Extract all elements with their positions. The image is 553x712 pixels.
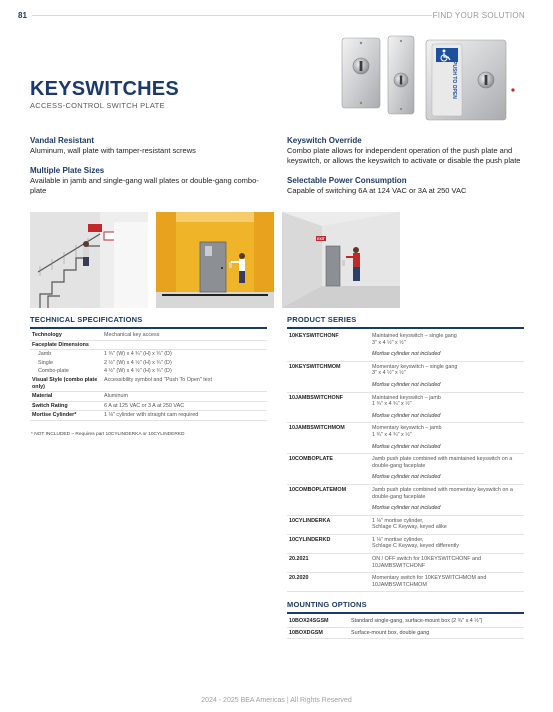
mounting-options-title: MOUNTING OPTIONS bbox=[287, 600, 367, 609]
spec-value: 2 ½" (W) x 4 ½" (H) x ¾" (D) bbox=[104, 359, 172, 366]
series-description bbox=[370, 573, 524, 592]
tech-specs-title: TECHNICAL SPECIFICATIONS bbox=[30, 315, 143, 324]
spec-label: Switch Rating bbox=[30, 401, 102, 411]
series-description-text: Jamb push plate combined with maintained keyswitch on a double-gang faceplate bbox=[372, 456, 513, 469]
series-description-text: 1 ⅛" mortise cylinder, bbox=[372, 536, 424, 543]
mounting-part-number: 10BOX24SGSM bbox=[287, 616, 349, 627]
spec-label: Mortise Cylinder* bbox=[30, 411, 102, 421]
exit-door-illustration bbox=[282, 212, 400, 308]
series-note: Mortise cylinder not included bbox=[372, 351, 441, 358]
corridor-door-illustration bbox=[156, 212, 274, 308]
feature-heading: Keyswitch Override bbox=[287, 136, 362, 145]
series-description bbox=[370, 392, 524, 423]
series-description-text: Momentary switch for 10KEYSWITCHMOM and 10JAMBSWITCHMOM bbox=[372, 575, 487, 588]
series-part-number: 10CYLINDERKD bbox=[287, 534, 370, 553]
feature-heading: Multiple Plate Sizes bbox=[30, 166, 105, 175]
mounting-options-rule bbox=[287, 612, 524, 614]
feature-heading: Vandal Resistant bbox=[30, 136, 95, 145]
spec-value: Accessibility symbol and "Push To Open" text bbox=[102, 376, 267, 392]
series-row bbox=[287, 454, 524, 485]
spec-row bbox=[30, 367, 267, 376]
series-dimensions: Schlage C Keyway, keyed alike bbox=[372, 524, 447, 531]
series-description-text: ON / OFF switch for 10KEYSWITCHONF and 10JAMBSWITCHONF bbox=[372, 556, 482, 569]
mounting-row bbox=[287, 616, 524, 627]
series-part-number: 20.2021 bbox=[287, 554, 370, 573]
feature-selectable-power bbox=[287, 176, 532, 196]
stairwell-illustration bbox=[30, 212, 148, 308]
series-dimensions: 1 ¾" x 4 ¾" x ½" bbox=[372, 431, 412, 438]
spec-value: 1 ¾" (W) x 4 ¾" (H) x ¾" (D) bbox=[104, 351, 172, 358]
series-description-text: Momentary keyswitch – jamb bbox=[372, 425, 442, 432]
series-note: Mortise cylinder not included bbox=[372, 412, 441, 419]
mounting-description: Surface-mount box, double gang bbox=[349, 627, 524, 639]
page-footer: 2024 - 2025 BEA Americas | All Rights Reserved bbox=[201, 697, 352, 704]
series-description bbox=[370, 361, 524, 392]
series-part-number: 10KEYSWITCHMOM bbox=[287, 361, 370, 392]
exit-sign-text: EXIT bbox=[317, 237, 325, 242]
page-number: 81 bbox=[18, 11, 27, 20]
series-dimensions: Schlage C Keyway, keyed differently bbox=[372, 543, 459, 550]
mounting-options-table bbox=[287, 616, 524, 639]
spec-label: Visual Style (combo plate only) bbox=[30, 376, 102, 392]
series-note: Mortise cylinder not included bbox=[372, 505, 441, 512]
series-row bbox=[287, 534, 524, 553]
spec-label: Technology bbox=[30, 331, 102, 340]
spec-value: 6 A at 125 VAC or 3 A at 250 VAC bbox=[102, 401, 267, 411]
series-dimensions: 3" x 4 ½" x ½" bbox=[372, 370, 406, 377]
spec-label: Jamb bbox=[38, 351, 52, 358]
feature-vandal-resistant bbox=[30, 136, 275, 156]
tech-specs-rule bbox=[30, 327, 267, 329]
spec-row bbox=[30, 392, 267, 402]
page-subtitle: ACCESS-CONTROL SWITCH PLATE bbox=[30, 101, 165, 110]
spec-row bbox=[30, 350, 267, 359]
series-description-text: Momentary keyswitch – single gang bbox=[372, 363, 458, 370]
spec-row bbox=[30, 401, 267, 411]
header-rule bbox=[32, 15, 432, 16]
feature-multiple-plate-sizes bbox=[30, 166, 275, 195]
mounting-part-number: 10BOXDGSM bbox=[287, 627, 349, 639]
page-title: KEYSWITCHES bbox=[30, 78, 179, 100]
product-series-rule bbox=[287, 327, 524, 329]
series-part-number: 10JAMBSWITCHMOM bbox=[287, 423, 370, 454]
series-part-number: 10COMBOPLATE bbox=[287, 454, 370, 485]
feature-text: Combo plate allows for independent operation of the push plate and keyswitch, or allows the keyswitch to activate or disable the push plate bbox=[287, 146, 521, 165]
spec-value: 4 ½" (W) x 4 ½" (H) x ¾" (D) bbox=[104, 368, 172, 375]
series-row bbox=[287, 392, 524, 423]
series-description bbox=[370, 484, 524, 515]
keyswitch-product-photo bbox=[336, 30, 526, 130]
series-note: Mortise cylinder not included bbox=[372, 474, 441, 481]
tech-specs-table bbox=[30, 331, 267, 421]
spec-row bbox=[30, 411, 267, 421]
mounting-row bbox=[287, 627, 524, 639]
series-description bbox=[370, 554, 524, 573]
series-row bbox=[287, 554, 524, 573]
feature-text: Capable of switching 6A at 124 VAC or 3A at 250 VAC bbox=[287, 186, 467, 195]
series-part-number: 10JAMBSWITCHONF bbox=[287, 392, 370, 423]
series-row bbox=[287, 361, 524, 392]
series-description-text: Maintained keyswitch – jamb bbox=[372, 394, 441, 401]
series-dimensions: 3" x 4 ½" x ½" bbox=[372, 339, 406, 346]
feature-text: Aluminum, wall plate with tamper-resistant screws bbox=[30, 146, 196, 155]
mounting-description: Standard single-gang, surface-mount box (2 ¾" x 4 ½") bbox=[349, 616, 524, 627]
series-row bbox=[287, 331, 524, 361]
series-description-text: 1 ⅛" mortise cylinder, bbox=[372, 517, 424, 524]
series-description bbox=[370, 423, 524, 454]
series-row bbox=[287, 423, 524, 454]
spec-row bbox=[30, 376, 267, 392]
push-to-open-text: PUSH TO OPEN bbox=[451, 61, 457, 99]
series-description bbox=[370, 534, 524, 553]
series-description-text: Jamb push plate combined with momentary keyswitch on a double-gang faceplate bbox=[372, 486, 513, 500]
spec-row bbox=[30, 340, 267, 350]
series-part-number: 10COMBOPLATEMOM bbox=[287, 484, 370, 515]
spec-value bbox=[102, 340, 267, 350]
spec-row bbox=[30, 331, 267, 340]
header-tagline: FIND YOUR SOLUTION bbox=[432, 11, 525, 20]
tech-specs-footnote: * NOT INCLUDED – Requires part 10CYLINDERKA or 10CYLINDERKD bbox=[31, 432, 185, 437]
series-description bbox=[370, 331, 524, 361]
series-description bbox=[370, 454, 524, 485]
feature-heading: Selectable Power Consumption bbox=[287, 176, 407, 185]
series-description-text: Maintained keyswitch – single gang bbox=[372, 333, 457, 339]
series-description bbox=[370, 515, 524, 534]
spec-value: Mechanical key access bbox=[102, 331, 267, 340]
series-row bbox=[287, 515, 524, 534]
spec-value: Aluminum bbox=[102, 392, 267, 402]
product-series-title: PRODUCT SERIES bbox=[287, 315, 357, 324]
spec-label: Material bbox=[30, 392, 102, 402]
series-note: Mortise cylinder not included bbox=[372, 381, 441, 388]
series-dimensions: 1 ¾" x 4 ¾" x ½" bbox=[372, 401, 412, 408]
series-row bbox=[287, 573, 524, 592]
spec-row bbox=[30, 359, 267, 368]
spec-label: Single bbox=[38, 359, 53, 366]
spec-label: Combo-plate bbox=[38, 368, 69, 375]
series-note: Mortise cylinder not included bbox=[372, 443, 441, 450]
feature-keyswitch-override bbox=[287, 136, 527, 165]
spec-value: 1 ⅛" cylinder with straight cam required bbox=[102, 411, 267, 421]
series-part-number: 10KEYSWITCHONF bbox=[287, 331, 370, 361]
spec-label: Faceplate Dimensions bbox=[30, 340, 102, 350]
series-part-number: 10CYLINDERKA bbox=[287, 515, 370, 534]
series-row bbox=[287, 484, 524, 515]
product-series-table bbox=[287, 331, 524, 592]
feature-text: Available in jamb and single-gang wall plates or double-gang combo-plate bbox=[30, 176, 259, 195]
series-part-number: 20.2020 bbox=[287, 573, 370, 592]
